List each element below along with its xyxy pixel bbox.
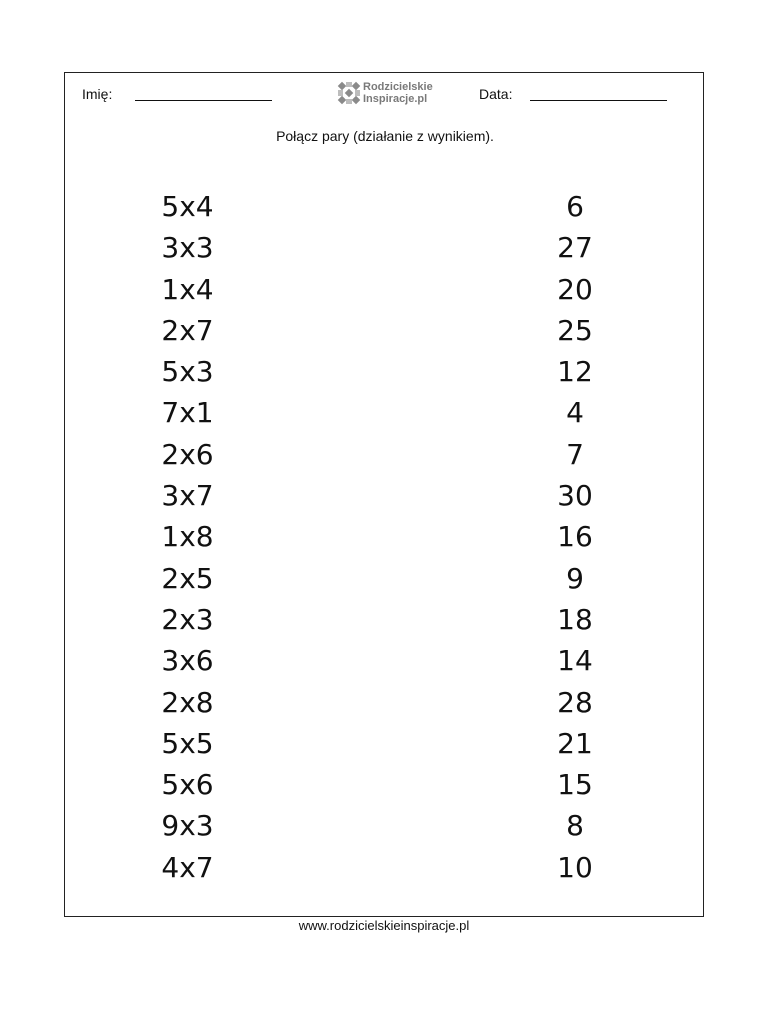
result-item: 8	[566, 809, 584, 843]
exercise-item: 2x3	[161, 602, 214, 636]
exercise-item: 2x7	[161, 313, 214, 347]
exercise-item: 7x1	[161, 396, 214, 430]
exercise-item: 3x3	[161, 231, 214, 265]
exercise-item: 9x3	[161, 809, 214, 843]
exercise-item: 2x8	[161, 685, 214, 719]
brand-logo	[337, 79, 457, 107]
exercise-item: 5x3	[161, 355, 214, 389]
result-item: 7	[566, 437, 584, 471]
name-label: Imię:	[82, 86, 113, 102]
result-item: 20	[557, 272, 593, 306]
result-column	[515, 186, 635, 888]
exercise-column	[125, 186, 250, 888]
result-item: 27	[557, 231, 593, 265]
result-item: 12	[557, 355, 593, 389]
result-item: 9	[566, 561, 584, 595]
result-item: 4	[566, 396, 584, 430]
exercise-item: 2x5	[161, 561, 214, 595]
result-item: 30	[557, 479, 593, 513]
result-item: 25	[557, 313, 593, 347]
puzzle-logo-icon	[337, 81, 361, 105]
logo-text-line2: Inspiracje.pl	[363, 93, 428, 105]
result-item: 14	[557, 644, 593, 678]
result-item: 16	[557, 520, 593, 554]
instruction-text: Połącz pary (działanie z wynikiem).	[276, 128, 494, 144]
result-item: 15	[557, 768, 593, 802]
exercise-item: 5x6	[161, 768, 214, 802]
exercise-item: 4x7	[161, 850, 214, 884]
worksheet-frame	[64, 72, 704, 917]
exercise-item: 2x6	[161, 437, 214, 471]
exercise-item: 3x7	[161, 479, 214, 513]
date-blank-line	[530, 100, 667, 101]
result-item: 18	[557, 602, 593, 636]
name-blank-line	[135, 100, 272, 101]
exercise-item: 5x4	[161, 190, 214, 223]
date-label: Data:	[479, 86, 513, 102]
result-item: 6	[566, 190, 584, 223]
result-item: 21	[557, 726, 593, 760]
footer-url: www.rodzicielskieinspiracje.pl	[298, 918, 470, 933]
exercise-item: 1x4	[161, 272, 214, 306]
logo-text-line1: Rodzicielskie	[363, 81, 433, 93]
result-item: 28	[557, 685, 593, 719]
exercise-item: 3x6	[161, 644, 214, 678]
result-item: 10	[557, 850, 593, 884]
exercise-item: 1x8	[161, 520, 214, 554]
exercise-item: 5x5	[161, 726, 214, 760]
